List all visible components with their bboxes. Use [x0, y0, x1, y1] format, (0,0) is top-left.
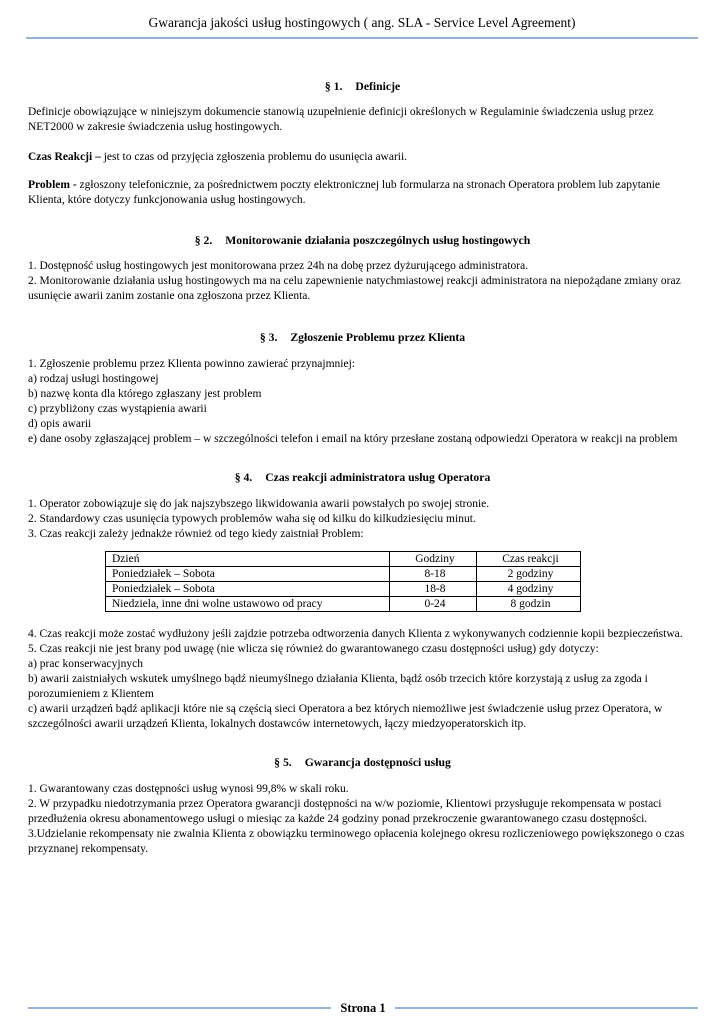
table-header-row [106, 552, 581, 567]
section-heading-2 [28, 234, 697, 248]
list-item: 2. W przypadku niedotrzymania przez Operatora gwarancji dostępności na w/w poziomie, Klientowi przysługuje rekompensata w postaci przedłużenia okresu abonamentowego usługi o miesiąc za każde 24 godziny ponad przekroczenie gwarantowanego czasu dostępności. [28, 798, 662, 825]
table-row [106, 567, 581, 582]
table-cell-hours: 0-24 [390, 597, 477, 612]
list-item: 1. Dostępność usług hostingowych jest monitorowana przez 24h na dobę przez dyżurującego administratora. [28, 260, 529, 272]
table-cell-reaction-time: 4 godziny [477, 582, 581, 597]
list-item: 2. Standardowy czas usunięcia typowych problemów waha się od kilku do kilkudziesięciu minut. [28, 513, 476, 525]
document-body [28, 80, 697, 857]
definition-czas-reakcji: jest to czas od przyjęcia zgłoszenia problemu do usunięcia awarii. [100, 151, 408, 163]
reaction-time-table [105, 551, 581, 612]
table-row [106, 597, 581, 612]
section-number: § 3. [259, 331, 278, 344]
list-item: 3. Czas reakcji zależy jednakże również od tego kiedy zaistniał Problem: [28, 528, 364, 540]
list-item: e) dane osoby zgłaszającej problem – w szczególności telefon i email na który przesłane zostaną odpowiedzi Operatora w reakcji na problem [28, 433, 678, 445]
list-item: 1. Zgłoszenie problemu przez Klienta powinno zawierać przynajmniej: [28, 358, 355, 370]
section-title: Monitorowanie działania poszczególnych usług hostingowych [225, 234, 531, 247]
table-cell-day: Poniedziałek – Sobota [106, 582, 390, 597]
section-heading-4 [28, 471, 697, 485]
list-item: 1. Operator zobowiązuje się do jak najszybszego likwidowania awarii powstałych po swojej stronie. [28, 498, 490, 510]
table-header-hours: Godziny [390, 552, 477, 567]
table-cell-reaction-time: 8 godzin [477, 597, 581, 612]
paragraph-definitions-intro: Definicje obowiązujące w niniejszym dokumencie stanowią uzupełnienie definicji określonych w Regulaminie świadczenia usług przez NET2000 w zakresie świadczenia usług hostingowych. [28, 106, 654, 133]
section-title: Definicje [355, 80, 401, 93]
term-czas-reakcji: Czas Reakcji – [28, 151, 101, 163]
list-item: 2. Monitorowanie działania usług hostingowych ma na celu zapewnienie natychmiastowej reakcji administratora na niepożądane zmiany oraz usunięcie awarii zanim zostanie ona zgłoszona przez Klienta. [28, 275, 681, 302]
section-title: Zgłoszenie Problemu przez Klienta [290, 331, 466, 344]
table-cell-day: Niedziela, inne dni wolne ustawowo od pracy [106, 597, 390, 612]
table-cell-hours: 8-18 [390, 567, 477, 582]
table-row [106, 582, 581, 597]
footer-rule-left [28, 1007, 331, 1009]
section-heading-3 [28, 331, 697, 345]
document-footer [28, 1000, 698, 1016]
table-header-day: Dzień [106, 552, 390, 567]
document-header [26, 0, 698, 39]
list-item: 3.Udzielanie rekompensaty nie zwalnia Klienta z obowiązku terminowego opłacenia kolejnego okresu rozliczeniowego powiększonego o czas przyznanej rekompensaty. [28, 828, 685, 855]
page-number: Strona 1 [340, 1001, 386, 1015]
definition-problem: zgłoszony telefonicznie, za pośrednictwem poczty elektronicznej lub formularza na stronach Operatora problem lub zapytanie Klienta, które dotyczy funkcjonowania usług hostingowych. [28, 179, 661, 206]
list-item: c) awarii urządzeń bądź aplikacji które nie są częścią sieci Operatora a bez których niemożliwe jest świadczenie usług przez Operatora, w szczególności awarii urządzeń Klienta, lokalnych dostawców internetowych, łączy miedzyoperatorskich itp. [28, 703, 663, 730]
list-item: b) nazwę konta dla którego zgłaszany jest problem [28, 388, 262, 400]
list-item: a) rodzaj usługi hostingowej [28, 373, 159, 385]
list-item: 4. Czas reakcji może zostać wydłużony jeśli zajdzie potrzeba odtworzenia danych Klienta z wykonywanych codziennie kopii bezpieczeństwa. [28, 628, 683, 640]
list-item: d) opis awarii [28, 418, 92, 430]
table-cell-reaction-time: 2 godziny [477, 567, 581, 582]
section-title: Czas reakcji administratora usług Operatora [265, 471, 491, 484]
list-item: c) przybliżony czas wystąpienia awarii [28, 403, 207, 415]
paragraph-czas-reakcji [28, 150, 697, 165]
section-number: § 1. [324, 80, 343, 93]
paragraph-problem [28, 178, 697, 208]
list-item: b) awarii zaistniałych wskutek umyślnego bądź nieumyślnego działania Klienta, bądź osób trzecich które korzystają z usług za zgoda i porozumieniem z Klientem [28, 673, 648, 700]
section-heading-1 [28, 80, 697, 94]
section-heading-5 [28, 756, 697, 770]
table-header-reaction-time: Czas reakcji [477, 552, 581, 567]
list-item: 5. Czas reakcji nie jest brany pod uwagę (nie wlicza się również do gwarantowanego czasu dostępności usług) gdy dotyczy: [28, 643, 599, 655]
table-cell-hours: 18-8 [390, 582, 477, 597]
list-item: a) prac konserwacyjnych [28, 658, 143, 670]
footer-rule-right [395, 1007, 698, 1009]
section-number: § 5. [274, 756, 292, 769]
section-number: § 4. [234, 471, 253, 484]
term-problem: Problem - [28, 179, 77, 191]
section-number: § 2. [194, 234, 213, 247]
list-item: 1. Gwarantowany czas dostępności usług wynosi 99,8% w skali roku. [28, 783, 349, 795]
document-title: Gwarancja jakości usług hostingowych ( ang. SLA - Service Level Agreement) [148, 15, 576, 30]
table-cell-day: Poniedziałek – Sobota [106, 567, 390, 582]
section-title: Gwarancja dostępności usług [304, 756, 451, 769]
